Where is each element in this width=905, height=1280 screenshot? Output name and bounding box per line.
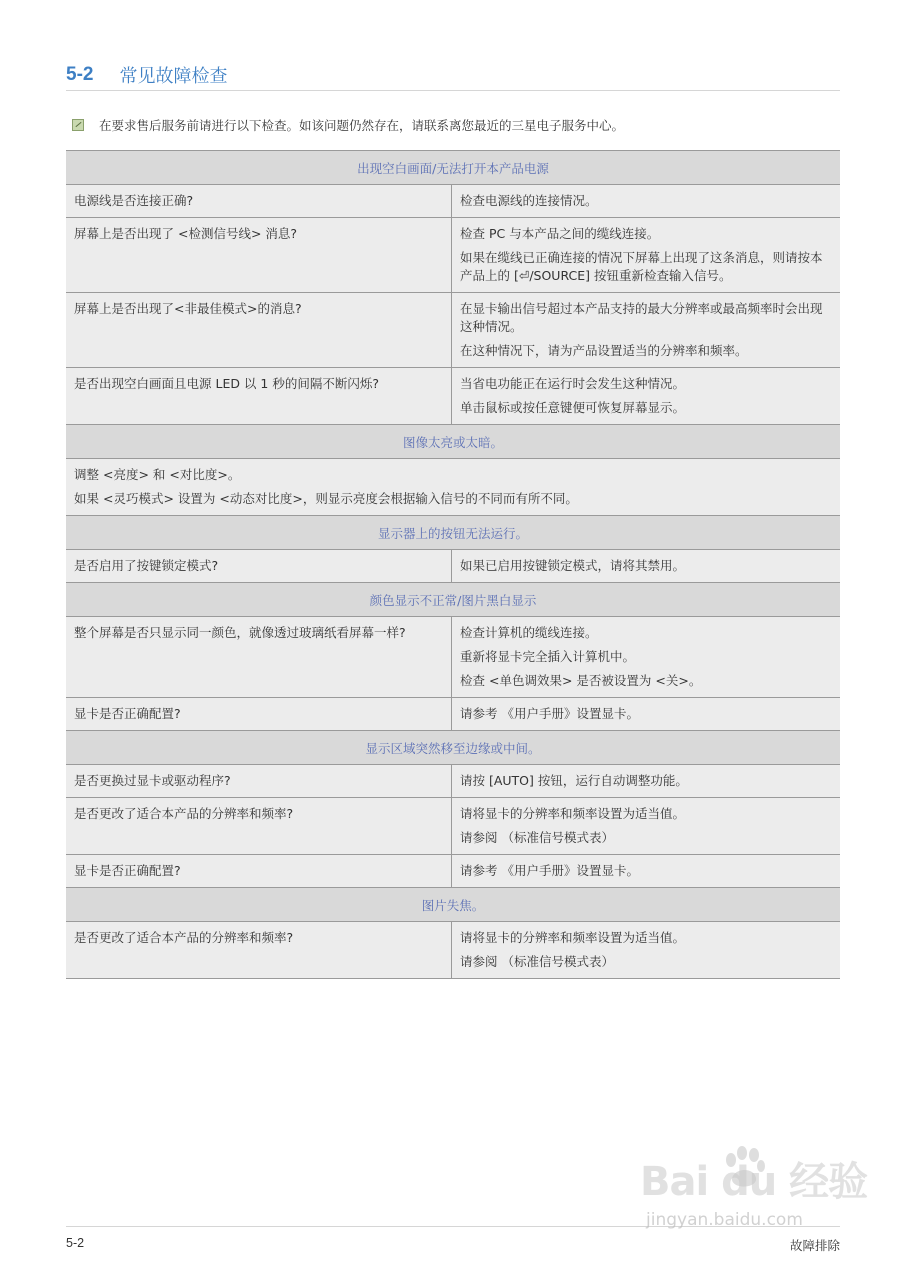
solution-text: 调整 <亮度> 和 <对比度>。	[74, 467, 241, 482]
answer-text: 当省电功能正在运行时会发生这种情况。	[460, 376, 686, 391]
section-header: 图片失焦。	[66, 888, 840, 922]
table-row	[66, 293, 840, 368]
answer-text: 如果已启用按键锁定模式，请将其禁用。	[460, 558, 686, 573]
watermark-logo: Bai du 经验	[640, 1159, 868, 1205]
answer-cell	[452, 698, 840, 730]
question-cell: 显卡是否正确配置?	[66, 698, 452, 730]
answer-text: 请按 [AUTO] 按钮，运行自动调整功能。	[460, 773, 688, 788]
answer-text: 请参考 《用户手册》设置显卡。	[460, 706, 639, 721]
section-number: 5-2	[66, 64, 94, 85]
table-row	[66, 218, 840, 293]
answer-cell	[452, 293, 840, 367]
answer-cell	[452, 922, 840, 978]
answer-text: 请参考 《用户手册》设置显卡。	[460, 863, 639, 878]
table-row	[66, 922, 840, 978]
answer-cell	[452, 550, 840, 582]
section-header: 显示区域突然移至边缘或中间。	[66, 731, 840, 765]
answer-text: 请将显卡的分辨率和频率设置为适当值。	[460, 930, 686, 945]
answer-text: 单击鼠标或按任意键便可恢复屏幕显示。	[460, 400, 686, 415]
troubleshooting-table	[66, 150, 840, 979]
question-cell: 屏幕上是否出现了 <检测信号线> 消息?	[66, 218, 452, 292]
answer-text: 检查电源线的连接情况。	[460, 193, 598, 208]
table-row	[66, 185, 840, 218]
answer-text: 请参阅 （标准信号模式表）	[460, 830, 614, 845]
table-row	[66, 368, 840, 425]
answer-text: 检查 <单色调效果> 是否被设置为 <关>。	[460, 673, 702, 688]
table-row	[66, 617, 840, 698]
question-cell: 是否更换过显卡或驱动程序?	[66, 765, 452, 797]
question-cell: 电源线是否连接正确?	[66, 185, 452, 217]
question-cell: 是否出现空白画面且电源 LED 以 1 秒的间隔不断闪烁?	[66, 368, 452, 424]
section-header: 图像太亮或太暗。	[66, 425, 840, 459]
answer-text: 如果在缆线已正确连接的情况下屏幕上出现了这条消息，则请按本产品上的 [⏎/SOURCE] 按钮重新检查输入信号。	[460, 250, 823, 283]
answer-cell	[452, 617, 840, 697]
section-header: 颜色显示不正常/图片黑白显示	[66, 583, 840, 617]
answer-text: 重新将显卡完全插入计算机中。	[460, 649, 636, 664]
full-width-cell	[66, 459, 840, 515]
answer-cell	[452, 765, 840, 797]
section-header: 显示器上的按钮无法运行。	[66, 516, 840, 550]
answer-text: 在这种情况下，请为产品设置适当的分辨率和频率。	[460, 343, 748, 358]
answer-text: 请参阅 （标准信号模式表）	[460, 954, 614, 969]
solution-text: 如果 <灵巧模式> 设置为 <动态对比度>，则显示亮度会根据输入信号的不同而有所不同。	[74, 491, 578, 506]
note	[72, 116, 624, 134]
question-cell: 是否更改了适合本产品的分辨率和频率?	[66, 922, 452, 978]
question-cell: 是否更改了适合本产品的分辨率和频率?	[66, 798, 452, 854]
answer-cell	[452, 798, 840, 854]
answer-text: 检查 PC 与本产品之间的缆线连接。	[460, 226, 660, 241]
table-row	[66, 765, 840, 798]
question-cell: 显卡是否正确配置?	[66, 855, 452, 887]
answer-text: 检查计算机的缆线连接。	[460, 625, 598, 640]
answer-cell	[452, 368, 840, 424]
answer-cell	[452, 855, 840, 887]
table-row	[66, 698, 840, 731]
answer-text: 在显卡输出信号超过本产品支持的最大分辨率或最高频率时会出现这种情况。	[460, 301, 823, 334]
question-cell: 屏幕上是否出现了<非最佳模式>的消息?	[66, 293, 452, 367]
answer-text: 请将显卡的分辨率和频率设置为适当值。	[460, 806, 686, 821]
question-cell: 是否启用了按键锁定模式?	[66, 550, 452, 582]
footer-page-number: 5-2	[66, 1236, 85, 1250]
section-header: 出现空白画面/无法打开本产品电源	[66, 151, 840, 185]
question-cell: 整个屏幕是否只显示同一颜色，就像透过玻璃纸看屏幕一样?	[66, 617, 452, 697]
table-row	[66, 459, 840, 516]
answer-cell	[452, 218, 840, 292]
answer-cell	[452, 185, 840, 217]
note-text: 在要求售后服务前请进行以下检查。如该问题仍然存在，请联系离您最近的三星电子服务中心。	[99, 118, 625, 133]
table-row	[66, 550, 840, 583]
page-title: 常见故障检查	[119, 66, 228, 87]
footer-chapter: 故障排除	[789, 1238, 840, 1253]
watermark	[640, 1150, 870, 1250]
watermark-site: jingyan.baidu.com	[646, 1210, 803, 1230]
table-row	[66, 798, 840, 855]
note-icon	[72, 119, 84, 131]
table-row	[66, 855, 840, 888]
page-title-row	[66, 60, 840, 91]
